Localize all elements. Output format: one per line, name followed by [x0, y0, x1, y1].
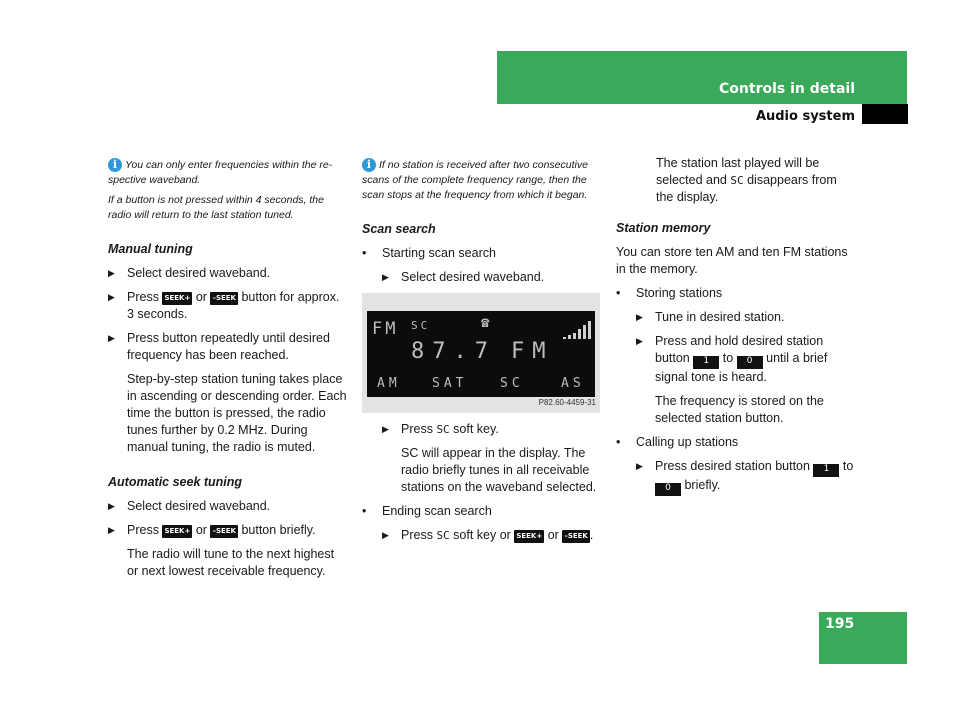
step — [108, 522, 348, 539]
display-frequency: 87.7 — [411, 339, 496, 364]
step-text: until a brief signal tone is heard. — [655, 351, 828, 384]
paragraph: You can store ten AM and ten FM stations in the memory. — [616, 245, 848, 276]
section-tab-marker — [862, 104, 908, 124]
softkey-as: AS — [561, 376, 585, 391]
display-band-small: FM — [372, 319, 399, 339]
softkey-am: AM — [377, 376, 401, 391]
paragraph: SC will appear in the display. The radio briefly tunes in all receivable stations on the waveband selected. — [401, 446, 597, 494]
seek-up-key-icon: SEEK+ — [162, 525, 192, 538]
step-text: Press — [401, 422, 433, 436]
heading-automatic-seek: Automatic seek tuning — [108, 475, 243, 489]
step — [108, 289, 348, 323]
step: ▶ Tune in desired station. — [636, 309, 856, 326]
seek-down-key-icon: –SEEK — [210, 525, 238, 538]
step: ▶ Select desired waveband. — [382, 269, 602, 286]
step-text: button for approx. 3 seconds. — [127, 290, 340, 321]
station-key-0-icon: 0 — [655, 483, 681, 496]
step-text: Press desired station button — [655, 459, 810, 473]
page-number: 195 — [825, 616, 855, 632]
seek-down-key-icon: –SEEK — [210, 292, 238, 305]
paragraph: The frequency is stored on the selected station button. — [655, 394, 824, 425]
step — [382, 527, 602, 544]
signal-bar — [573, 333, 576, 339]
radio-display-figure — [362, 293, 600, 413]
softkey-sat: SAT — [432, 376, 468, 391]
info-icon: i — [362, 158, 376, 172]
seek-down-key-icon: –SEEK — [562, 530, 590, 543]
step-text: soft key or — [453, 528, 511, 542]
step-text: Press and hold desired station button — [655, 334, 824, 365]
paragraph-text: disappears from the display. — [656, 173, 837, 204]
heading-station-memory: Station memory — [616, 221, 711, 235]
step — [382, 421, 602, 438]
info-note — [362, 150, 602, 203]
sc-softkey-label: SC — [436, 529, 450, 542]
step: ▶ Select desired waveband. — [108, 498, 348, 515]
paragraph — [616, 155, 856, 206]
phone-icon: ☎ — [481, 315, 490, 331]
step-text: soft key. — [453, 422, 499, 436]
softkey-sc: SC — [500, 376, 524, 391]
step-text: or — [195, 523, 207, 537]
paragraph-text: The station last played will be selected and — [656, 156, 820, 187]
display-band-large: FM — [511, 339, 554, 364]
step — [636, 458, 856, 496]
bullet: • Ending scan search — [362, 503, 602, 520]
figure-caption: P82.60-4459-31 — [538, 398, 596, 407]
column-1 — [108, 150, 348, 587]
step-text: . — [589, 528, 594, 542]
seek-up-key-icon: SEEK+ — [162, 292, 192, 305]
column-2 — [362, 150, 602, 551]
station-key-1-icon: 1 — [813, 464, 839, 477]
step-text: briefly. — [684, 478, 721, 492]
step: ▶ Select desired waveband. — [108, 265, 348, 282]
note-text: If a button is not pressed within 4 seconds, the radio will return to the last station tuned. — [108, 194, 324, 221]
step: ▶ Press button repeatedly until desired frequency has been reached. — [108, 330, 348, 364]
sc-softkey-label: SC — [436, 423, 450, 436]
info-note — [108, 150, 348, 223]
step-text: Press — [127, 290, 159, 304]
bullet: • Starting scan search — [362, 245, 602, 262]
signal-bar — [583, 325, 586, 339]
bullet: • Calling up stations — [616, 434, 856, 451]
step-text: Press — [127, 523, 159, 537]
bullet: • Storing stations — [616, 285, 856, 302]
step-text: button briefly. — [241, 523, 316, 537]
info-icon: i — [108, 158, 122, 172]
paragraph: The radio will tune to the next highest or next lowest receivable frequency. — [127, 547, 335, 578]
station-key-1-icon: 1 — [693, 356, 719, 369]
heading-scan-search: Scan search — [362, 222, 436, 236]
step-text: to — [842, 459, 854, 473]
radio-display — [367, 311, 595, 397]
station-key-0-icon: 0 — [737, 356, 763, 369]
section-title: Controls in detail — [719, 81, 855, 97]
section-subtitle: Audio system — [755, 109, 855, 124]
step-text: or — [547, 528, 559, 542]
heading-manual-tuning: Manual tuning — [108, 242, 193, 256]
display-sc-indicator: SC — [411, 319, 431, 332]
note-text: You can only enter frequencies within the re-spective waveband. — [108, 159, 333, 186]
step-text: or — [195, 290, 207, 304]
column-3 — [616, 155, 856, 503]
paragraph: Step-by-step station tuning takes place in ascending or descending order. Each time the button is pressed, the radio tunes further by 0.2 MHz. During manual tuning, the radio is muted. — [127, 372, 347, 454]
signal-bar — [568, 335, 571, 339]
seek-up-key-icon: SEEK+ — [514, 530, 544, 543]
sc-softkey-label: SC — [730, 174, 744, 187]
note-text: If no station is received after two consecutive scans of the complete frequency range, then the scan stops at the frequency from which it began. — [362, 159, 588, 201]
signal-bar — [578, 329, 581, 339]
signal-bar — [588, 321, 591, 339]
step — [636, 333, 856, 386]
signal-bar — [563, 337, 566, 339]
step-text: to — [722, 351, 734, 365]
step-text: Press — [401, 528, 433, 542]
